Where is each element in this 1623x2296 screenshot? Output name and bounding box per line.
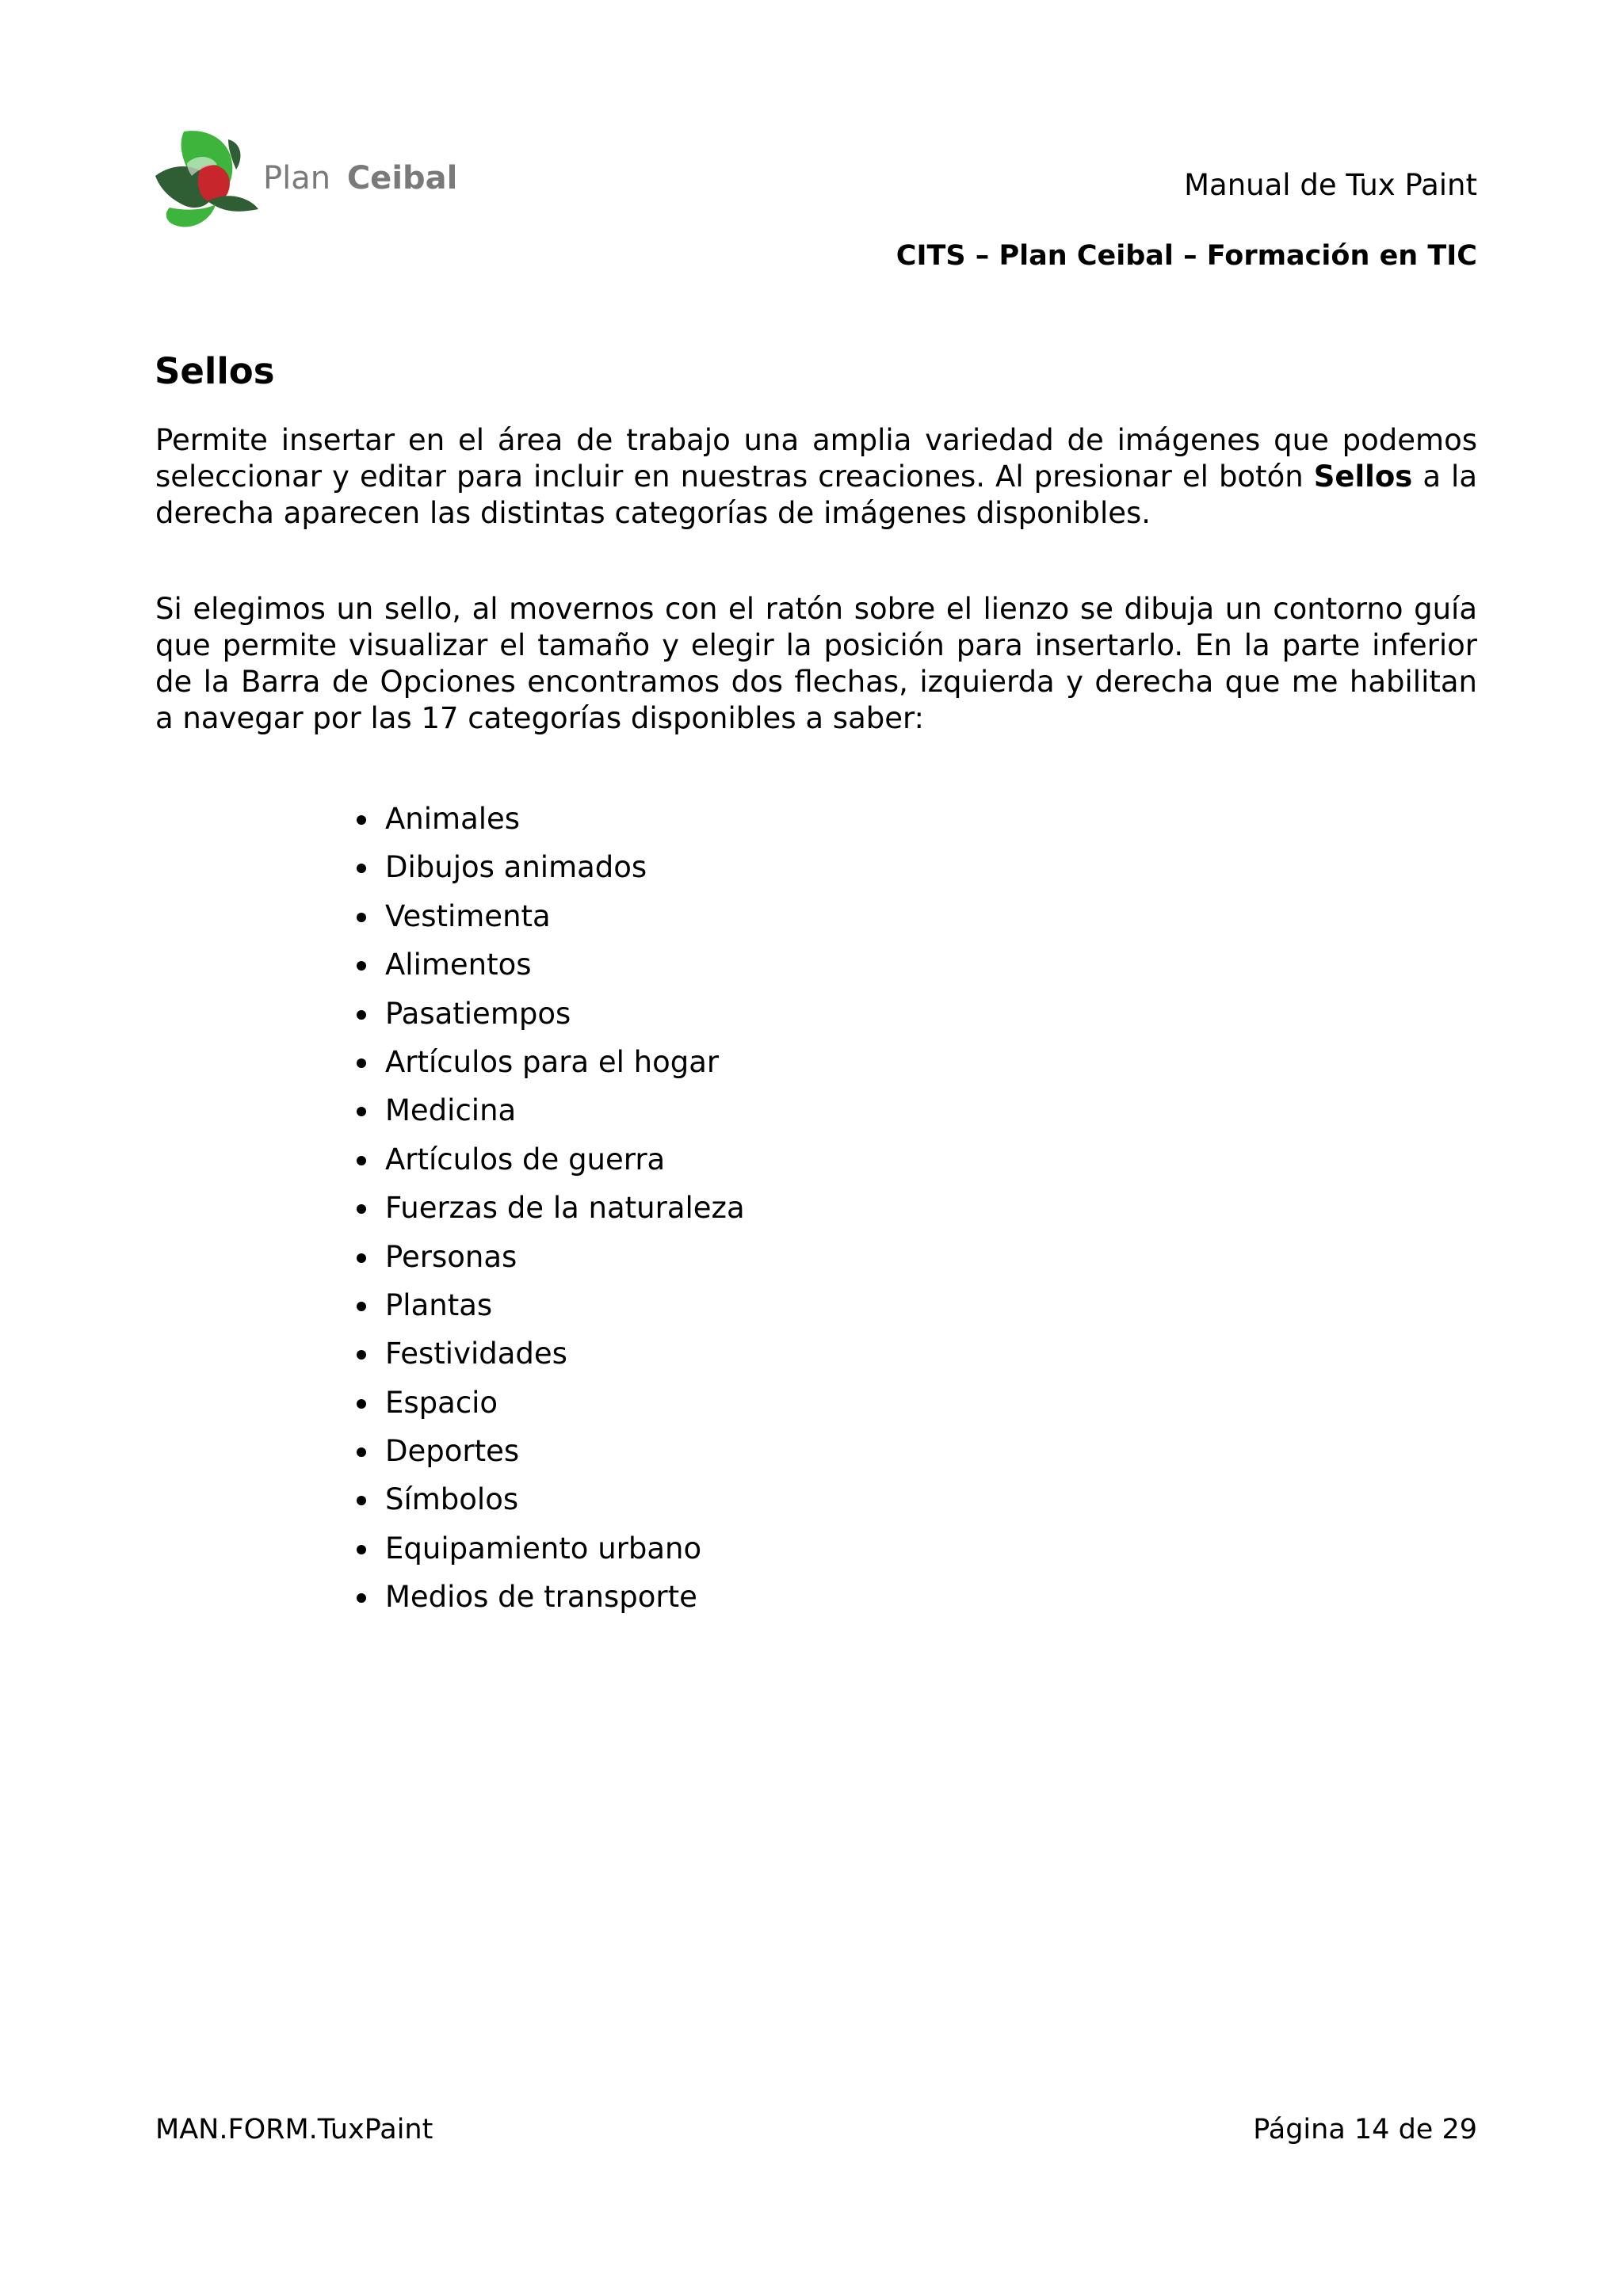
- list-item: [385, 1135, 745, 1184]
- list-item-label: Espacio: [385, 1385, 498, 1420]
- bullet-icon: [357, 1496, 366, 1505]
- svg-text:Plan Ceibal: [263, 160, 457, 196]
- sellos-emphasis: Sellos: [1313, 460, 1413, 494]
- bullet-icon: [357, 1447, 366, 1457]
- footer-doc-code: MAN.FORM.TuxPaint: [155, 2114, 433, 2145]
- list-item-label: Animales: [385, 802, 521, 836]
- list-item: [385, 940, 745, 989]
- list-item: [385, 892, 745, 940]
- bullet-icon: [357, 961, 366, 971]
- bullet-icon: [357, 1107, 366, 1116]
- list-item-label: Alimentos: [385, 948, 532, 982]
- list-item-label: Dibujos animados: [385, 850, 647, 885]
- bullet-icon: [357, 913, 366, 922]
- list-item-label: Fuerzas de la naturaleza: [385, 1191, 745, 1226]
- intro-paragraph: [155, 422, 1477, 532]
- list-item: [385, 1184, 745, 1232]
- bullet-icon: [357, 1350, 366, 1360]
- list-item-label: Deportes: [385, 1434, 520, 1469]
- bullet-icon: [357, 815, 366, 825]
- bullet-icon: [357, 1204, 366, 1214]
- list-item-label: Vestimenta: [385, 898, 551, 933]
- document-subtitle: CITS – Plan Ceibal – Formación en TIC: [896, 240, 1477, 272]
- bullet-icon: [357, 1545, 366, 1554]
- list-item: [385, 1475, 745, 1524]
- list-item-label: Medios de transporte: [385, 1580, 697, 1615]
- bullet-icon: [357, 1302, 366, 1311]
- list-item: [385, 1233, 745, 1281]
- logo-text-plan: Plan: [263, 160, 331, 196]
- list-item: [385, 1573, 745, 1621]
- plan-ceibal-logo: [152, 125, 458, 233]
- list-item-label: Festividades: [385, 1337, 567, 1371]
- list-item: [385, 1281, 745, 1329]
- list-item: [385, 1086, 745, 1135]
- footer-page-number: Página 14 de 29: [1253, 2114, 1477, 2145]
- list-item-label: Pasatiempos: [385, 996, 571, 1031]
- usage-paragraph: Si elegimos un sello, al movernos con el ratón sobre el lienzo se dibuja un contorno guía que permite visualizar el tamaño y elegir la posición para insertarlo. En la parte inferior de la Barra de Opciones encontramos dos flechas, izquierda y derecha que me habilitan a navegar por las 17 categorías disponibles a saber:: [155, 592, 1477, 735]
- bullet-icon: [357, 1593, 366, 1603]
- list-item: [385, 1524, 745, 1573]
- bullet-icon: [357, 1253, 366, 1263]
- bullet-icon: [357, 1399, 366, 1409]
- intro-text-start: Permite insertar en el área de trabajo una amplia variedad de imágenes que podemos seleccionar y editar para incluir en nuestras creaciones. Al presionar el botón: [155, 423, 1477, 494]
- list-item-label: Medicina: [385, 1093, 517, 1128]
- document-title: Manual de Tux Paint: [1184, 168, 1477, 202]
- intro-text-end: a la derecha aparecen las distintas categorías de imágenes disponibles.: [155, 460, 1477, 530]
- bullet-icon: [357, 1156, 366, 1165]
- section-heading: Sellos: [155, 350, 275, 392]
- list-item-label: Artículos de guerra: [385, 1142, 666, 1177]
- list-item: [385, 1427, 745, 1475]
- list-item-label: Personas: [385, 1239, 517, 1274]
- logo-text-ceibal: Ceibal: [346, 160, 458, 196]
- list-item: [385, 1038, 745, 1086]
- list-item: [385, 1379, 745, 1427]
- list-item-label: Plantas: [385, 1287, 493, 1322]
- list-item-label: Equipamiento urbano: [385, 1531, 702, 1566]
- list-item-label: Símbolos: [385, 1482, 519, 1517]
- category-list: [385, 795, 745, 1622]
- list-item: [385, 990, 745, 1038]
- ceibal-flower-icon: [155, 131, 258, 227]
- list-item-label: Artículos para el hogar: [385, 1044, 720, 1079]
- list-item: [385, 843, 745, 891]
- list-item: [385, 1329, 745, 1378]
- bullet-icon: [357, 864, 366, 873]
- list-item: [385, 795, 745, 843]
- bullet-icon: [357, 1010, 366, 1020]
- bullet-icon: [357, 1058, 366, 1068]
